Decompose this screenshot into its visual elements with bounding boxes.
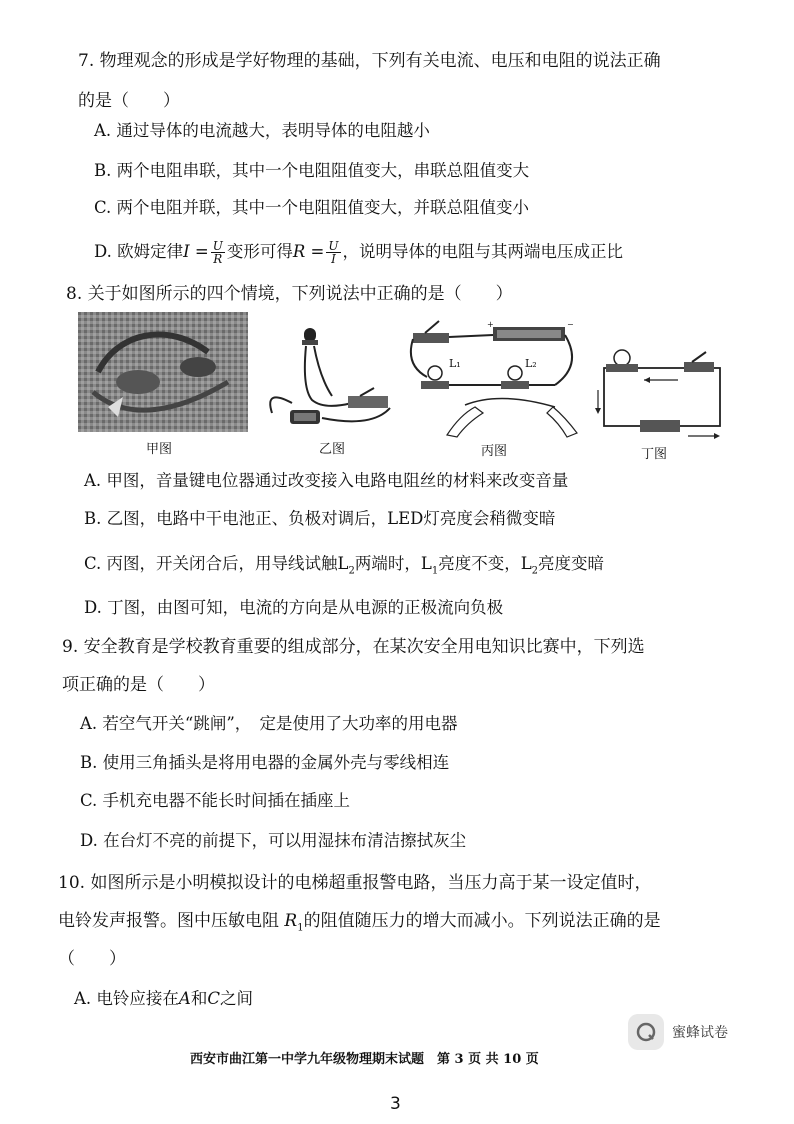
q7-stem-line1: 7. 物理观念的形成是学好物理的基础，下列有关电流、电压和电阻的说法正确: [78, 51, 661, 71]
page-number: 3: [390, 1094, 401, 1114]
q9-option-b: B. 使用三角插头是将用电器的金属外壳与零线相连: [80, 753, 450, 772]
q8-option-b: B. 乙图，电路中干电池正、负极对调后，LED灯亮度会稍微变暗: [84, 509, 556, 528]
q10-a-var-a: A: [178, 989, 191, 1008]
svg-text:−: −: [567, 320, 574, 329]
q10-a-var-c: C: [207, 989, 220, 1008]
q7-d-middle: 变形可得: [226, 242, 293, 261]
q8-stem: 8. 关于如图所示的四个情境，下列说法中正确的是（ ）: [66, 284, 513, 304]
q8-figure-yi-circuit: [262, 318, 402, 433]
q8-figure-jia-photo: [78, 312, 248, 432]
q7-d-equals: =: [189, 242, 209, 261]
q10-stem-line1: 10. 如图所示是小明模拟设计的电梯超重报警电路，当压力高于某一设定值时，: [58, 873, 652, 893]
q8-caption-ding: 丁图: [641, 447, 668, 462]
q7-stem-line2: 的是（ ）: [78, 91, 180, 111]
q10-stem2-sub: 1: [297, 922, 304, 934]
q7-d-var-r: R: [292, 242, 306, 261]
q7-d-suffix: ，说明导体的电阻与其两端电压成正比: [342, 242, 624, 261]
q7-option-a: A. 通过导体的电流越大，表明导体的电阻越小: [94, 121, 430, 140]
q9-option-a: A. 若空气开关“跳闸”， 定是使用了大功率的用电器: [80, 714, 458, 733]
q7-option-b: B. 两个电阻串联，其中一个电阻阻值变大，串联总阻值变大: [94, 161, 530, 180]
q10-option-a: [74, 988, 253, 1010]
q7-d-fraction-u-over-i: [326, 240, 340, 265]
q10-a-mid: 和: [190, 989, 208, 1008]
q7-d-var-i: I: [183, 242, 190, 261]
q8-c-part4: 亮度变暗: [538, 554, 605, 573]
q8-caption-bing: 丙图: [481, 444, 508, 459]
q8-c-sub-2: 2: [348, 565, 355, 577]
q8-bing-lamp-l1-label: L₁: [449, 357, 461, 370]
q8-c-part1: C. 丙图，开关闭合后，用导线试触L: [84, 554, 349, 573]
q7-option-c: C. 两个电阻并联，其中一个电阻阻值变大，并联总阻值变小: [94, 198, 530, 217]
q7-d-equals-2: =: [305, 242, 325, 261]
q7-d-prefix: D. 欧姆定律: [94, 242, 184, 261]
q10-stem-line2: [58, 910, 661, 939]
q10-stem-line3: （ ）: [58, 949, 126, 969]
q8-option-d: D. 丁图，由图可知，电流的方向是从电源的正极流向负极: [84, 598, 504, 617]
q10-stem2-prefix: 电铃发声报警。图中压敏电阻: [58, 911, 285, 931]
q9-option-c: C. 手机充电器不能长时间插在插座上: [80, 791, 351, 810]
q8-c-part3: 亮度不变，L: [438, 554, 532, 573]
q9-option-d: D. 在台灯不亮的前提下，可以用湿抹布清洁擦拭灰尘: [80, 831, 467, 850]
q9-stem-line1: 9. 安全教育是学校教育重要的组成部分，在某次安全用电知识比赛中，下列选: [62, 637, 645, 657]
q10-a-prefix: A. 电铃应接在: [74, 989, 179, 1008]
q9-stem-line2: 项正确的是（ ）: [62, 675, 215, 695]
q8-figure-ding-circuit: [592, 340, 732, 440]
q8-c-sub-2b: 2: [531, 565, 539, 577]
watermark: [628, 1014, 728, 1050]
watermark-text: 蜜蜂试卷: [672, 1025, 728, 1041]
watermark-logo-icon: [628, 1014, 664, 1050]
q8-caption-yi: 乙图: [319, 442, 346, 457]
q8-option-a: A. 甲图，音量键电位器通过改变接入电路电阻丝的材料来改变音量: [84, 471, 569, 490]
fraction-numerator: U: [328, 239, 339, 253]
q10-stem2-suffix: 的阻值随压力的增大而减小。下列说法正确的是: [303, 911, 661, 931]
q8-caption-jia: 甲图: [146, 442, 173, 457]
svg-text:+: +: [487, 320, 494, 329]
q8-option-c: [84, 553, 604, 582]
fraction-denominator: R: [213, 252, 223, 266]
q8-c-part2: 两端时，L: [354, 554, 432, 573]
q10-a-suffix: 之间: [219, 989, 253, 1008]
q7-option-d: [94, 232, 623, 272]
fraction-numerator: U: [212, 239, 223, 253]
q8-bing-lamp-l2-label: L₂: [525, 357, 537, 370]
fraction-denominator: I: [331, 252, 336, 266]
q8-c-sub-1: 1: [431, 565, 439, 577]
page-footer: 西安市曲江第一中学九年级物理期末试题 第 3 页 共 10 页: [190, 1052, 539, 1067]
q7-d-fraction-u-over-r: [211, 240, 225, 265]
q8-figure-bing-circuit: [405, 315, 590, 440]
q10-stem2-var-r: R: [284, 911, 298, 931]
